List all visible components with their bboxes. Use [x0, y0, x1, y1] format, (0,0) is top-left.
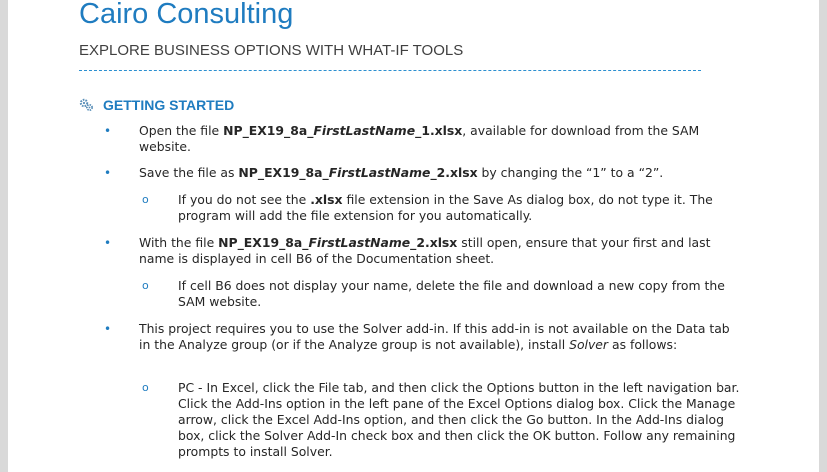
item-text: , available for download from the SAM website.: [139, 123, 700, 154]
item-text: still open, ensure that your first and last name is displayed in cell B6 of the Documentation sheet.: [139, 235, 711, 266]
list-item: [142, 380, 753, 460]
file-extension: _2.xlsx: [430, 165, 478, 180]
bullet: •: [104, 166, 112, 180]
document-page: [8, 0, 819, 472]
bullet: •: [104, 236, 112, 250]
list-item: [104, 123, 744, 155]
file-name-italic: FirstLastName: [328, 165, 431, 180]
add-in-name: Solver: [569, 337, 609, 352]
bullet: o: [142, 193, 149, 206]
item-text: If cell B6 does not display your name, delete the file and download a new copy from the SAM website.: [178, 278, 725, 309]
document-title: Cairo Consulting: [79, 0, 294, 30]
bullet: o: [142, 381, 149, 394]
list-item: [142, 278, 753, 310]
item-text: PC - In Excel, click the File tab, and then click the Options button in the left navigation bar. Click the Add-Ins option in the left pane of the Excel Options dialog box. Click the Manage arrow, click the Excel Add-Ins option, and then click the Go button. In the Add-Ins dialog box, click the Solver Add-In check box and then click the OK button. Follow any remaining prompts to install Solver.: [178, 380, 740, 459]
bullet: •: [104, 322, 112, 336]
item-text: as follows:: [608, 337, 678, 352]
file-extension: _1.xlsx: [415, 123, 463, 138]
list-item: [142, 192, 753, 224]
file-name-italic: FirstLastName: [308, 235, 411, 250]
file-name: NP_EX19_8a_: [218, 235, 309, 250]
item-text: file extension in the Save As dialog box, do not type it. The program will add the file extension for you automatically.: [178, 192, 713, 223]
item-text: by changing the “1” to a “2”.: [477, 165, 664, 180]
list-item: [104, 321, 744, 353]
item-text: This project requires you to use the Solver add-in. If this add-in is not available on the Data tab in the Analyze group (or if the Analyze group is not available), install: [139, 321, 730, 352]
section-heading: [79, 96, 234, 114]
file-name: NP_EX19_8a_: [223, 123, 314, 138]
file-extension: _2.xlsx: [410, 235, 458, 250]
list-item: [104, 165, 744, 181]
item-text: With the file: [139, 235, 219, 250]
item-text: If you do not see the: [178, 192, 311, 207]
section-title: GETTING STARTED: [103, 97, 235, 113]
bullet: o: [142, 279, 149, 292]
item-text: Open the file: [139, 123, 224, 138]
file-extension: .xlsx: [310, 192, 343, 207]
document-subtitle: EXPLORE BUSINESS OPTIONS WITH WHAT-IF TOOLS: [79, 42, 464, 59]
list-item: [104, 235, 744, 267]
file-name: NP_EX19_8a_: [238, 165, 329, 180]
bullet: •: [104, 124, 112, 138]
file-name-italic: FirstLastName: [313, 123, 416, 138]
item-text: Save the file as: [139, 165, 239, 180]
gears-icon: [79, 98, 94, 112]
title-divider: [79, 70, 701, 71]
